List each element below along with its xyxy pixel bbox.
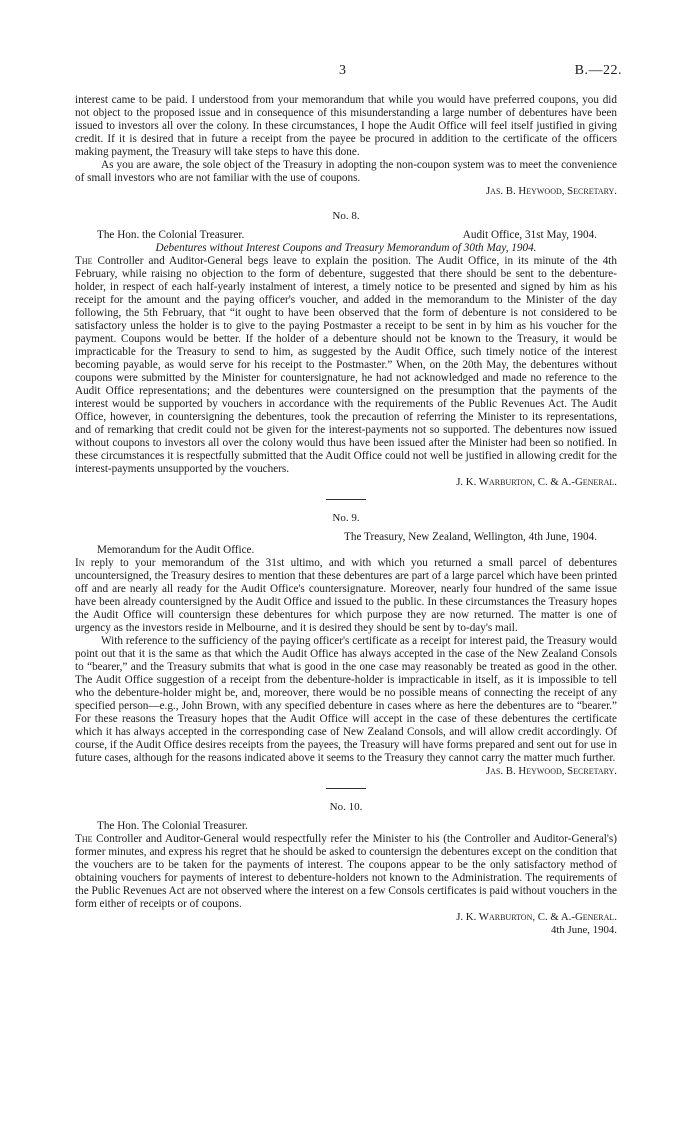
section-no-10	[75, 801, 617, 937]
memo-title: Memorandum for the Audit Office.	[97, 544, 255, 556]
place-date: The Treasury, New Zealand, Wellington, 4th June, 1904.	[344, 531, 597, 543]
section-number: No. 9.	[332, 512, 360, 524]
place-date: Audit Office, 31st May, 1904.	[462, 229, 597, 241]
section-no-9	[75, 512, 617, 789]
document-reference: B.—22.	[574, 63, 622, 78]
paragraph	[75, 557, 617, 635]
page-number: 3	[339, 63, 346, 78]
section-number: No. 10.	[329, 801, 363, 813]
address-line	[75, 229, 617, 242]
section-no-8	[75, 210, 617, 500]
lead-word: The	[75, 833, 93, 845]
section-divider	[326, 788, 366, 789]
section-divider	[326, 499, 366, 500]
paragraph-text: Controller and Auditor-General would respectfully refer the Minister to his (the Controller and Auditor-General's) former minutes, and express his regret that he should be asked to countersign the debentures except on the condition that the vouchers are to be taken for the payments of interest. The coupons appear to be the only satisfactory method of obtaining vouchers for payments of interest to debenture-holders not known to the Administration. The requirements of the Public Revenues Act are not observed where the interest on a few Consols certificates is paid without vouchers in the form either of receipts or of coupons.	[75, 833, 617, 910]
subject-line: Debentures without Interest Coupons and Treasury Memorandum of 30th May, 1904.	[155, 242, 537, 254]
signature: Jas. B. Heywood, Secretary.	[485, 185, 617, 197]
paragraph	[75, 255, 617, 476]
document-body	[75, 94, 617, 937]
lead-word: In	[75, 557, 85, 569]
signature: Jas. B. Heywood, Secretary.	[485, 765, 617, 777]
signature: J. K. Warburton, C. & A.-General.	[456, 911, 617, 923]
paragraph	[75, 833, 617, 911]
page-header	[0, 64, 700, 80]
lead-word: The	[75, 255, 93, 267]
paragraph: interest came to be paid. I understood from your memorandum that while you would have preferred coupons, you did not object to the proposed issue and in consequence of this misunderstanding a large number of debentures have been issued to investors all over the colony. In these circumstances, I hope the Audit Office will feel itself justified in giving credit. If it is desired that in future a receipt from the payee be procured in addition to the certificate of the officers making payment, the Treasury will take steps to have this done.	[75, 94, 617, 158]
paragraph-text: reply to your memorandum of the 31st ultimo, and with which you returned a small parcel of debentures uncountersigned, the Treasury desires to mention that these debentures are part of a large parcel which have been printed off and are nearly all ready for the Audit Office's countersignature. Moreover, nearly four hundred of the same issue have been already countersigned by the Audit Office and issued to the public. In these circumstances the Treasury hopes the Audit Office will countersign these debentures for which purpose they are now returned. The matter is one of urgency as the investors reside in Melbourne, and it is desired they should be sent by to-day's mail.	[75, 557, 617, 634]
addressee: The Hon. The Colonial Treasurer.	[97, 820, 248, 832]
section-continued-letter	[75, 94, 617, 198]
paragraph: As you are aware, the sole object of the Treasury in adopting the non-coupon system was to meet the convenience of small investors who are not familiar with the use of coupons.	[75, 159, 617, 184]
paragraph: With reference to the sufficiency of the paying officer's certificate as a receipt for interest paid, the Treasury would point out that it is the same as that which the Audit Office has always accepted in the case of the New Zealand Consols to “bearer,” and the Treasury submits that what is good in the one case may reasonably be treated as good in the other. The Audit Office suggestion of a receipt from the debenture-holder is impracticable in itself, as it is impossible to tell who the debenture-holder might be, and, moreover, there would be no possible means of connecting the receipt of any specified person—e.g., John Brown, with any specified debenture in cases where as here the debentures are to “bearer.” For these reasons the Treasury hopes that the Audit Office will accept in the case of these debentures the certificate which it has always accepted in the corresponding case of New Zealand Consols, and will allow credit accordingly. Of course, if the Audit Office desires receipts from the payees, the Treasury will have forms prepared and sent out for use in future cases, although for the reasons indicated above it seems to the Treasury they cannot carry the matter much further.	[75, 635, 617, 764]
signature-date: 4th June, 1904.	[551, 924, 617, 936]
section-number: No. 8.	[332, 210, 360, 222]
signature: J. K. Warburton, C. & A.-General.	[456, 476, 617, 488]
addressee: The Hon. the Colonial Treasurer.	[97, 229, 245, 241]
paragraph-text: Controller and Auditor-General begs leave to explain the position. The Audit Office, in its minute of the 4th February, while raising no objection to the form of debenture, suggested that there should be sent to the debenture-holder, in respect of each half-yearly instalment of interest, a timely notice to be presented and signed by him as his receipt for the amount and the paying officer's voucher, and added in the memorandum to the Minister of the day following, the 5th February, that “it ought to have been observed that the form of debenture is not considered to be satisfactory unless the holder is to give to the paying Postmaster a receipt to be sent in by him as his voucher for the payment. Coupons would be better. If the holder of a debenture should not be known to the Treasury, it would be impracticable for the Treasury to send to him, as suggested by the Audit Office, such timely notice of the interest becoming payable, as would serve for his receipt to the Postmaster.” When, on the 20th May, the debentures without coupons were submitted by the Minister for countersignature, he had not acknowledged and made no reference to the Audit Office representations; and the debentures were countersigned on the presumption that the payments of the interest would be supported by vouchers in accordance with the requirements of the Public Revenues Act. The Audit Office, however, in countersigning the debentures, took the precaution of referring the Minister to its representations, and of remarking that credit could not be given for the interest-payments not so supported. The debentures now issued without coupons to investors all over the colony would thus have been issued after the Minister had been so notified. In these circumstances it is respectfully submitted that the Audit Office could not well be justified in allowing credit for the interest-payments unsupported by the vouchers.	[75, 255, 618, 475]
